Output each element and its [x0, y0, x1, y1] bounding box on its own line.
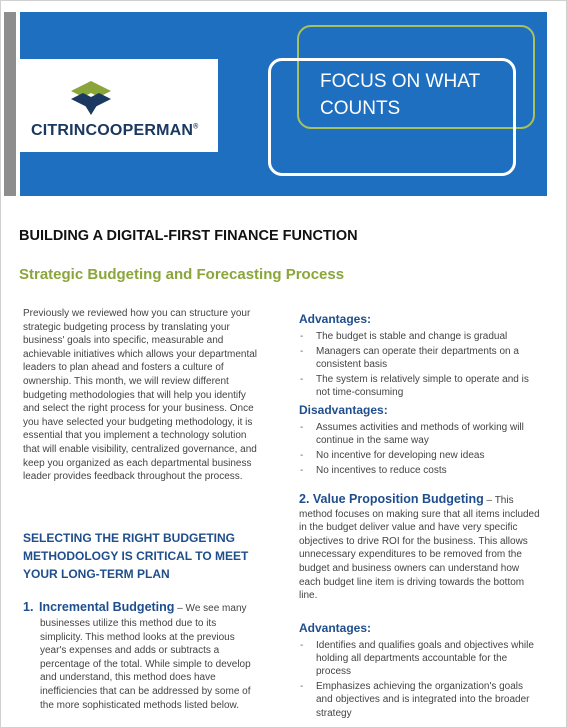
list-item: - No incentive for developing new ideas: [299, 449, 539, 462]
gray-accent-bar: [4, 12, 16, 196]
list-item: - Identifies and qualifies goals and objectives while holding all departments accountable for the process: [299, 639, 539, 679]
list-item: - Emphasizes achieving the organization's goals and objectives and is integrated into the broader strategy: [299, 680, 539, 720]
page-title: BUILDING A DIGITAL-FIRST FINANCE FUNCTION: [19, 228, 358, 244]
list-item: - Assumes activities and methods of working will continue in the same way: [299, 421, 539, 447]
value-proposition-section: 2. Value Proposition Budgeting – This method focuses on making sure that all items included in the budget deliver value and have very specific objectives to drive ROI for the business. This allows unnecessary expenditures to be removed from the budget and business owners can understand how each budget line item is driving towards the bottom line.: [299, 492, 540, 602]
list-item: - No incentives to reduce costs: [299, 464, 539, 477]
citrin-cooperman-logo-icon: [66, 80, 116, 116]
incremental-budgeting-body: businesses utilize this method due to its simplicity. This method looks at the previous year's expenses and adds or subtracts a percentage of the total. While simple to develop and understand, this method does have inefficiencies that can be addressed by some of the more sophisticated methods listed below.: [40, 618, 251, 711]
list-item: - Managers can operate their departments on a consistent basis: [299, 345, 539, 371]
value-advantages-list: [299, 639, 539, 721]
disadvantages-list: [299, 421, 539, 478]
page-subtitle: Strategic Budgeting and Forecasting Process: [19, 266, 345, 283]
intro-paragraph: Previously we reviewed how you can structure your strategic budgeting process by translating your business' goals into specific, measurable and achievable initiatives which allows your departmental leaders to plan ahead and fosters a culture of ownership. This month, we will review different budgeting methodologies that will help you identify and select the right process for your business. Once you have selected your budgeting methodology, it is essential that you implement a technology solution that will enable visibility, centralized governance, and keep you organized as each departmental business leader provides feedback throughout the process.: [23, 308, 258, 483]
list-item: - The budget is stable and change is gradual: [299, 330, 539, 343]
value-advantages-heading: Advantages:: [299, 621, 372, 635]
advantages-list: [299, 330, 539, 401]
header-banner: [0, 0, 567, 198]
callout-heading: SELECTING THE RIGHT BUDGETING METHODOLOGY IS CRITICAL TO MEET YOUR LONG-TERM PLAN: [23, 531, 249, 581]
incremental-budgeting-heading: 1. Incremental Budgeting – We see many: [23, 600, 247, 614]
advantages-heading: Advantages:: [299, 312, 372, 326]
logo-wordmark: CITRINCOOPERMAN®: [31, 122, 199, 139]
list-item: - The system is relatively simple to operate and is not time-consuming: [299, 373, 539, 399]
focus-tagline: FOCUS ON WHAT COUNTS: [320, 71, 480, 119]
disadvantages-heading: Disadvantages:: [299, 403, 388, 417]
